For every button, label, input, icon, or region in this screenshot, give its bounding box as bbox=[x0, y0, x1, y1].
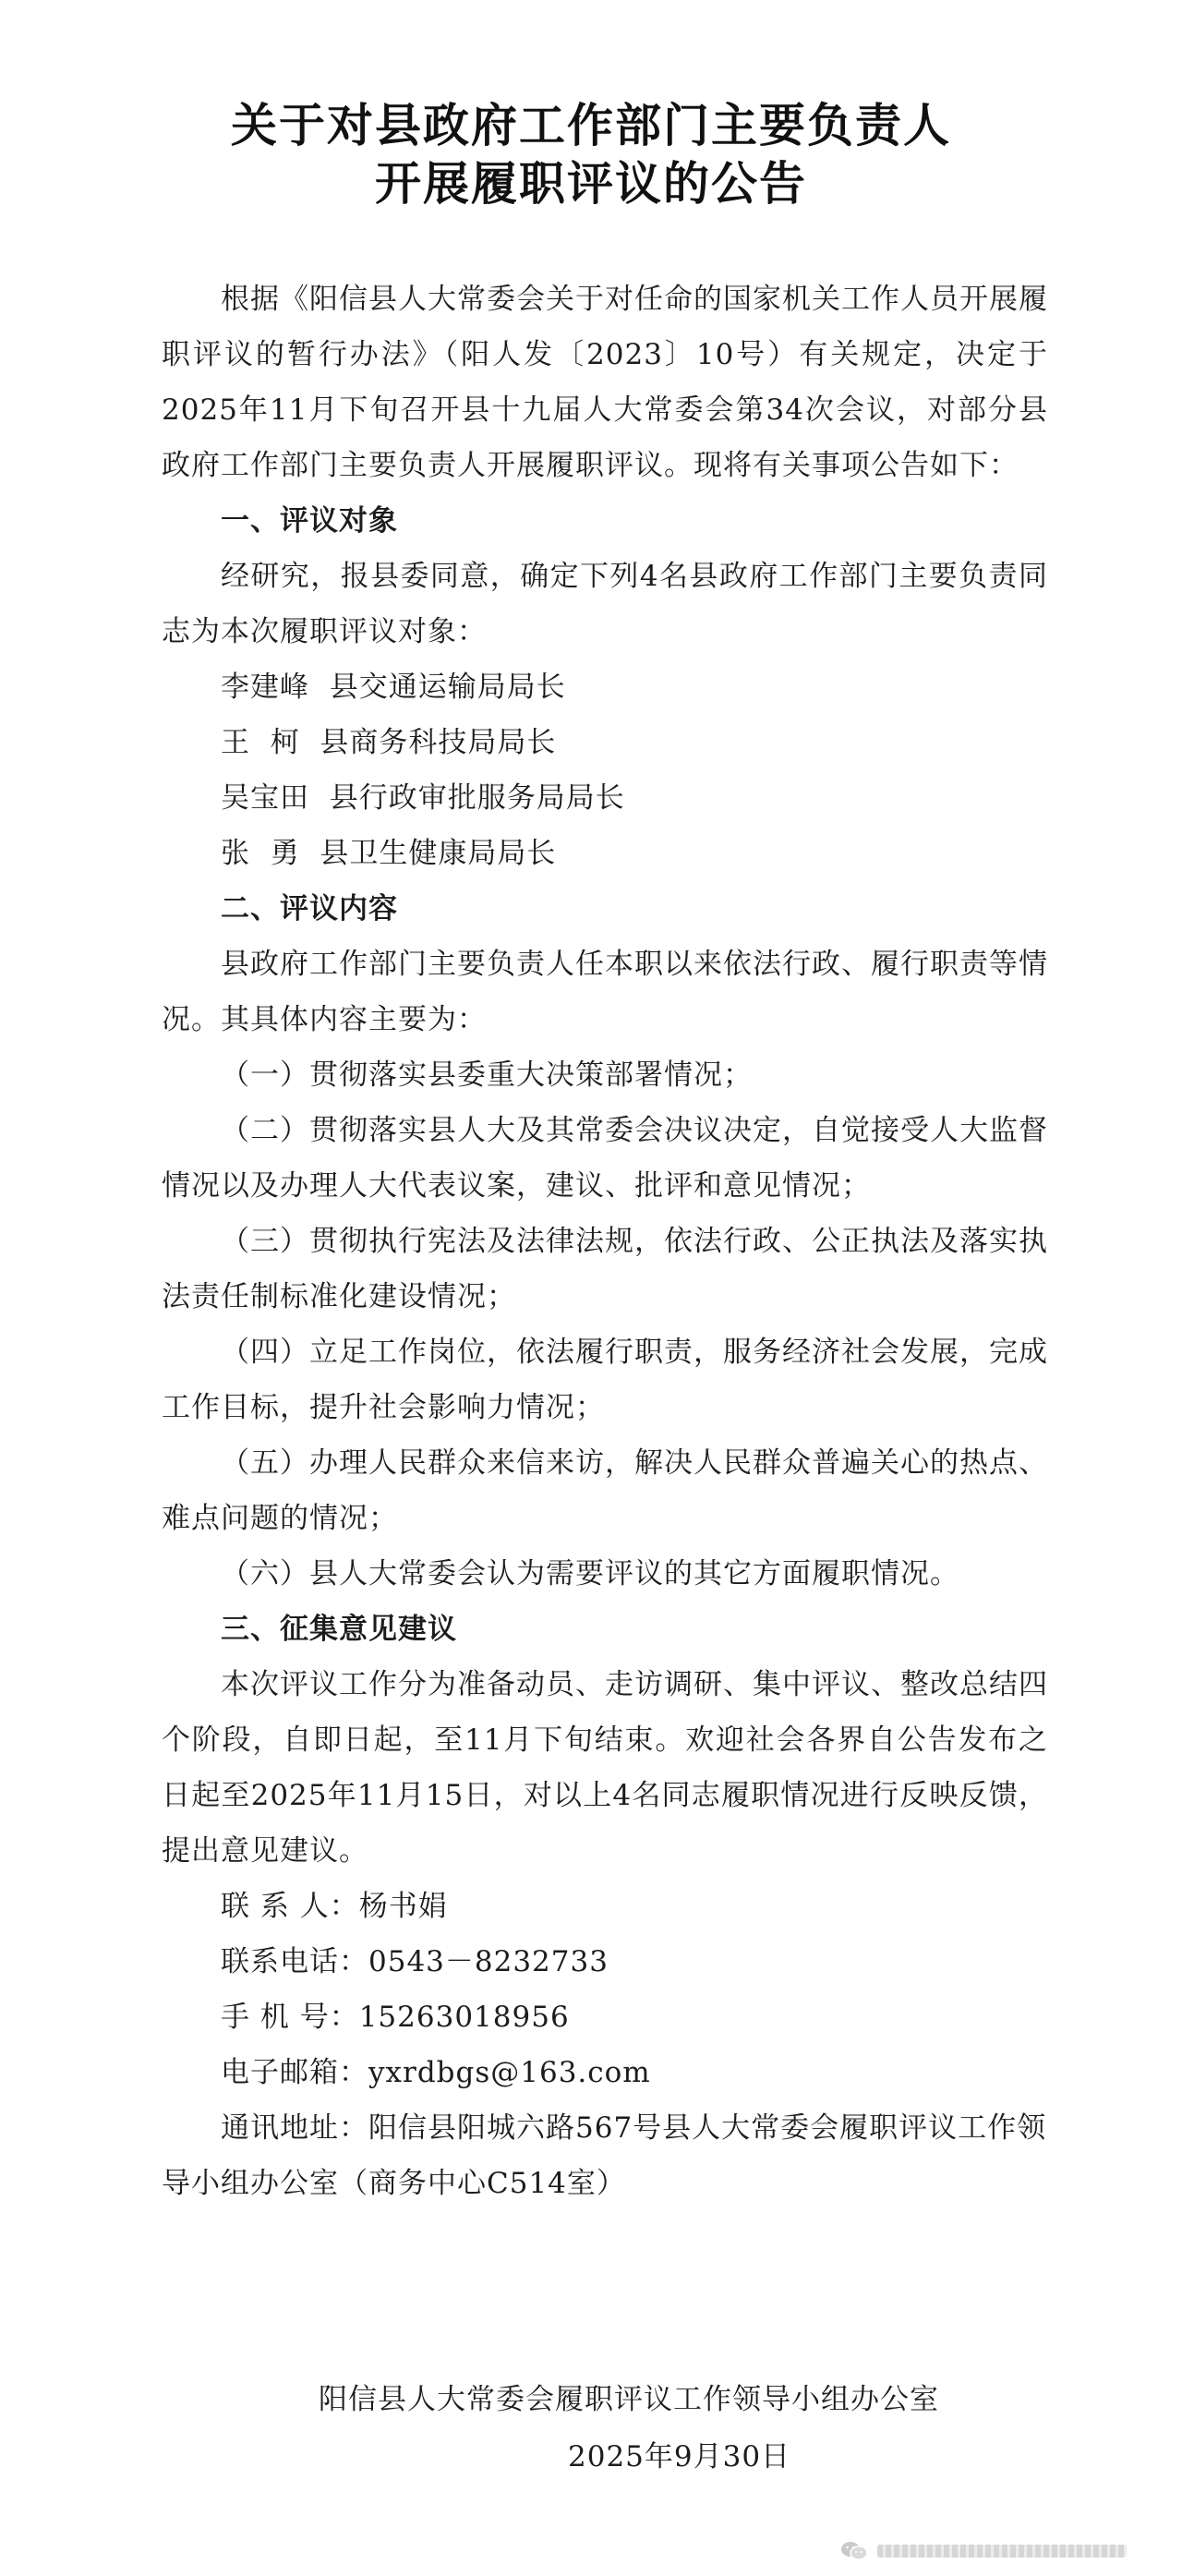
intro-paragraph: 根据《阳信县人大常委会关于对任命的国家机关工作人员开展履职评议的暂行办法》（阳人发〔2023〕10号）有关规定，决定于2025年11月下旬召开县十九届人大常委会第34次会议，对部分县政府工作部门主要负责人开展履职评议。现将有关事项公告如下： bbox=[162, 283, 1048, 482]
feedback-paragraph: 本次评议工作分为准备动员、走访调研、集中评议、整改总结四个阶段，自即日起，至11月下旬结束。欢迎社会各界自公告发布之日起至2025年11月15日，对以上4名同志履职情况进行反映反馈，提出意见建议。 bbox=[162, 1668, 1048, 1868]
watermark-blurred-text bbox=[877, 2545, 1127, 2558]
signoff-organization: 阳信县人大常委会履职评议工作领导小组办公室 bbox=[319, 2383, 939, 2416]
notice-body bbox=[162, 272, 1048, 2211]
person-entry: 王 柯 县商务科技局局长 bbox=[221, 726, 557, 759]
targets-paragraph: 经研究，报县委同意，确定下列4名县政府工作部门主要负责同志为本次履职评议对象： bbox=[162, 560, 1048, 648]
contact-address: 通讯地址：阳信县阳城六路567号县人大常委会履职评议工作领导小组办公室（商务中心C514室） bbox=[162, 2111, 1047, 2200]
notice-title-line2: 开展履职评议的公告 bbox=[375, 156, 807, 211]
content-item: （五）办理人民群众来信来访，解决人民群众普遍关心的热点、难点问题的情况； bbox=[162, 1446, 1048, 1535]
section-heading-content: 二、评议内容 bbox=[221, 892, 398, 925]
signoff-date: 2025年9月30日 bbox=[568, 2440, 791, 2473]
notice-title-line1: 关于对县政府工作部门主要负责人 bbox=[231, 98, 951, 152]
content-paragraph: 县政府工作部门主要负责人任本职以来依法行政、履行职责等情况。其具体内容主要为： bbox=[162, 948, 1048, 1036]
contact-person: 联 系 人：杨书娟 bbox=[221, 1890, 448, 1923]
contact-email: 电子邮箱：yxrdbgs@163.com bbox=[221, 2056, 651, 2089]
content-item: （二）贯彻落实县人大及其常委会决议决定，自觉接受人大监督情况以及办理人大代表议案，建议、批评和意见情况； bbox=[162, 1114, 1048, 1203]
wechat-icon bbox=[840, 2540, 868, 2562]
person-entry: 李建峰 县交通运输局局长 bbox=[221, 671, 566, 704]
contact-mobile: 手 机 号：15263018956 bbox=[221, 2001, 570, 2034]
content-item: （三）贯彻执行宪法及法律法规，依法行政、公正执法及落实执法责任制标准化建设情况； bbox=[162, 1225, 1048, 1313]
person-entry: 吴宝田 县行政审批服务局局长 bbox=[221, 781, 625, 815]
section-heading-feedback: 三、征集意见建议 bbox=[221, 1613, 457, 1646]
source-watermark bbox=[840, 2540, 1127, 2562]
contact-phone: 联系电话：0543－8232733 bbox=[221, 1945, 609, 1978]
person-entry: 张 勇 县卫生健康局局长 bbox=[221, 837, 557, 870]
section-heading-targets: 一、评议对象 bbox=[221, 504, 398, 538]
content-item: （六）县人大常委会认为需要评议的其它方面履职情况。 bbox=[221, 1557, 959, 1590]
content-item: （一）贯彻落实县委重大决策部署情况； bbox=[221, 1058, 753, 1092]
content-item: （四）立足工作岗位，依法履行职责，服务经济社会发展，完成工作目标，提升社会影响力情况； bbox=[162, 1336, 1048, 1424]
